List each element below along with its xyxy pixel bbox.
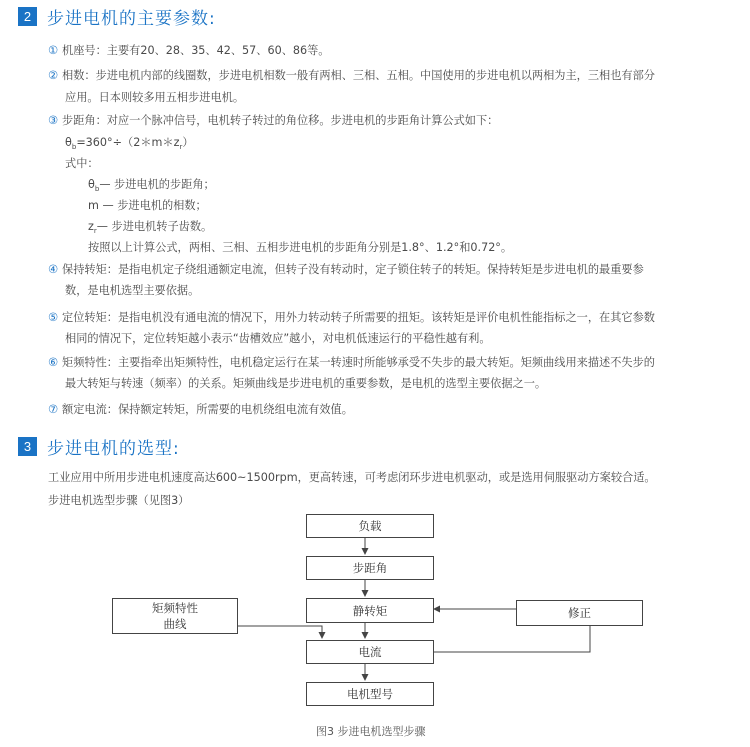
section-2-title: 步进电机的主要参数:	[47, 8, 216, 29]
flow-box-load: 负载	[306, 514, 434, 538]
flow-box-current: 电流	[306, 640, 434, 664]
param-text: 矩频特性：主要指牵出矩频特性，电机稳定运行在某一转速时所能够承受不失步的最大转矩。矩频曲线用来描述不失步的	[62, 356, 655, 369]
param-marker: ⑤	[48, 311, 59, 324]
flow-box-static-torque: 静转矩	[306, 598, 434, 623]
param-text: 额定电流：保持额定转矩，所需要的电机绕组电流有效值。	[62, 403, 353, 416]
formula-result: 按照以上计算公式，两相、三相、五相步进电机的步距角分别是1.8°、1.2°和0.72°。	[88, 241, 513, 254]
step-angle-formula: $\theta_b=360^\circ\div(2*m*z_r)$	[65, 136, 194, 152]
param-text: 保持转矩：是指电机定子绕组通额定电流，但转子没有转动时，定子锁住转子的转矩。保持转矩是步进电机的最重要参	[62, 263, 644, 276]
param-text: 步距角：对应一个脉冲信号，电机转子转过的角位移。步进电机的步距角计算公式如下：	[62, 114, 499, 127]
section-3-title: 步进电机的选型:	[47, 438, 180, 459]
param-marker: ⑥	[48, 356, 59, 369]
figure-caption: 图3 步进电机选型步骤	[316, 725, 426, 738]
param-text-cont: 相同的情况下，定位转矩越小表示“齿槽效应”越小，对电机低速运行的平稳性越有利。	[65, 332, 491, 345]
formula-def-m: m — 步进电机的相数；	[88, 199, 207, 212]
formula-where: 式中：	[65, 157, 99, 170]
formula-def-z: $z_r—$ 步进电机转子齿数。	[88, 220, 213, 236]
arrow-curve-to-current	[238, 626, 322, 638]
param-marker: ①	[48, 44, 59, 57]
flow-box-step-angle: 步距角	[306, 556, 434, 580]
flow-box-correction: 修正	[516, 600, 643, 626]
param-text: 定位转矩：是指电机没有通电流的情况下，用外力转动转子所需要的扭矩。该转矩是评价电机性能指标之一，在其它参数	[62, 311, 655, 324]
param-text-cont: 应用。日本则较多用五相步进电机。	[65, 91, 245, 104]
param-text: 相数：步进电机内部的线圈数，步进电机相数一般有两相、三相、五相。中国使用的步进电机以两相为主，三相也有部分	[62, 69, 655, 82]
param-marker: ②	[48, 69, 59, 82]
param-marker: ③	[48, 114, 59, 127]
selection-intro: 工业应用中所用步进电机速度高达600~1500rpm，更高转速，可考虑闭环步进电机驱动，或是选用伺服驱动方案较合适。	[48, 471, 656, 484]
flow-box-torque-freq-curve: 矩频特性 曲线	[112, 598, 238, 634]
formula-def-theta: $\theta_b—$ 步进电机的步距角；	[88, 178, 215, 194]
section-3-number: 3	[18, 437, 37, 456]
section-2-number: 2	[18, 7, 37, 26]
param-text-cont: 最大转矩与转速（频率）的关系。矩频曲线是步进电机的重要参数，是电机的选型主要依据之一。	[65, 377, 547, 390]
selection-steps-label: 步进电机选型步骤（见图3）	[48, 494, 190, 507]
param-marker: ④	[48, 263, 59, 276]
param-text-cont: 数，是电机选型主要依据。	[65, 284, 200, 297]
flow-box-motor-model: 电机型号	[306, 682, 434, 706]
param-text: 机座号：主要有20、28、35、42、57、60、86等。	[62, 44, 330, 57]
param-marker: ⑦	[48, 403, 59, 416]
line-current-to-correction	[434, 626, 590, 652]
